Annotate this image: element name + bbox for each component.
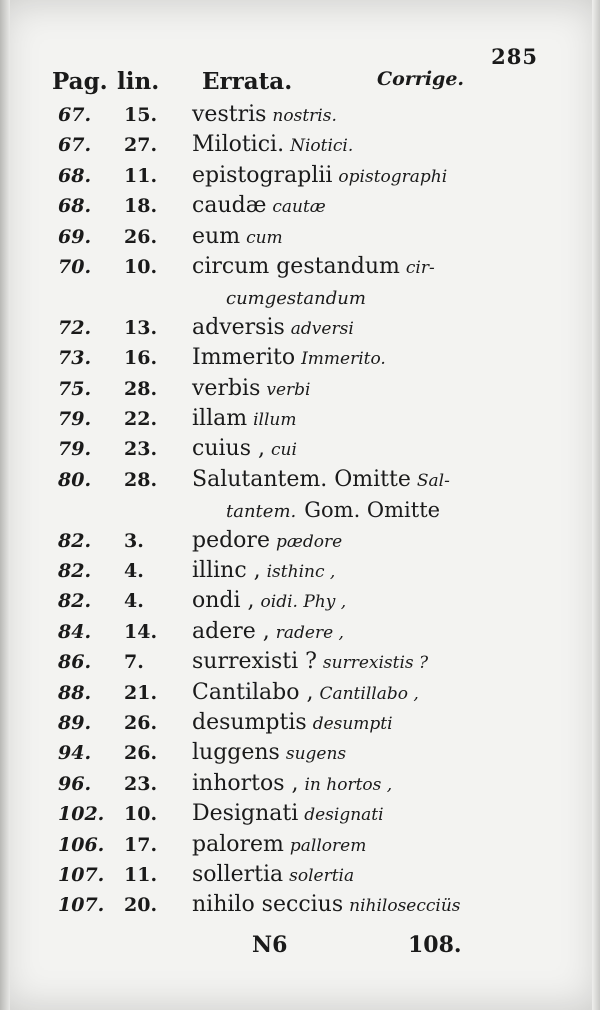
errata-text — [192, 100, 502, 131]
errata-text — [192, 860, 502, 891]
correction-text: solertia — [289, 866, 355, 886]
line-ref: 10. — [124, 803, 158, 826]
page-ref: 73. — [58, 347, 92, 370]
line-ref: 28. — [124, 468, 158, 491]
page-ref: 72. — [58, 316, 92, 339]
errata-row — [0, 647, 600, 677]
error-text: Cantilabo , — [192, 679, 314, 705]
page-ref: 107. — [58, 894, 105, 917]
error-text: Designati — [192, 801, 299, 827]
line-ref: 16. — [124, 347, 158, 370]
page-ref: 82. — [58, 590, 92, 613]
errata-text — [192, 556, 502, 587]
errata-row — [0, 586, 600, 616]
errata-row — [0, 252, 600, 282]
line-ref: 21. — [124, 681, 158, 704]
page-ref: 67. — [58, 104, 92, 126]
correction-text: cautæ — [272, 197, 326, 218]
error-text: inhortos , — [192, 770, 299, 796]
errata-text — [192, 222, 502, 253]
errata-row — [0, 830, 600, 860]
error-text: verbis — [192, 375, 261, 401]
error-text: adversis — [192, 314, 285, 340]
errata-row — [0, 130, 600, 160]
correction-text: illum — [253, 410, 297, 430]
page-ref: 79. — [58, 438, 92, 461]
page-number: 285 — [491, 44, 538, 69]
error-text: caudæ — [192, 193, 267, 219]
correction-text: surrexistis ? — [322, 653, 429, 674]
line-ref: 23. — [124, 438, 158, 461]
error-text: epistograplii — [192, 162, 333, 188]
errata-row — [0, 222, 600, 252]
continuation-error: Gom. Omitte — [304, 498, 441, 523]
line-ref: 28. — [124, 377, 158, 400]
errata-row — [0, 465, 600, 495]
errata-text — [192, 434, 502, 465]
line-ref: 26. — [124, 712, 158, 734]
error-text: eum — [192, 223, 241, 249]
errata-row — [0, 799, 600, 829]
errata-text — [192, 161, 502, 192]
correction-text: radere , — [275, 622, 344, 643]
page-ref: 68. — [58, 164, 92, 187]
correction-text: nihilosecciüs — [349, 896, 461, 917]
errata-header — [52, 68, 472, 98]
errata-text — [192, 191, 502, 222]
errata-text — [192, 617, 502, 648]
errata-text — [192, 647, 502, 678]
errata-row — [0, 617, 600, 647]
error-text: illinc , — [192, 558, 261, 583]
page-ref: 88. — [58, 681, 92, 704]
page-ref: 107. — [58, 864, 105, 886]
page-footer — [0, 932, 600, 966]
page-ref: 68. — [58, 195, 92, 218]
page-ref: 106. — [58, 833, 105, 856]
errata-row — [0, 343, 600, 373]
errata-row — [0, 434, 600, 464]
errata-text — [192, 465, 502, 496]
errata-row — [0, 191, 600, 221]
error-text: surrexisti ? — [192, 649, 317, 675]
error-text: circum gestandum — [192, 254, 400, 279]
errata-text — [192, 799, 502, 830]
line-ref: 10. — [124, 256, 158, 278]
error-text: Milotici. — [192, 132, 285, 158]
line-ref: 18. — [124, 195, 158, 218]
errata-row — [0, 161, 600, 191]
correction-text: Immerito. — [301, 349, 386, 370]
error-text: Salutantem. Omitte — [192, 466, 411, 492]
errata-text — [192, 678, 502, 709]
errata-row — [0, 860, 600, 890]
page-ref: 96. — [58, 772, 92, 795]
signature-mark: N6 — [252, 932, 288, 958]
page-ref: 84. — [58, 620, 92, 643]
line-ref: 3. — [124, 529, 144, 552]
error-text: luggens — [192, 740, 280, 766]
correction-text: in hortos , — [304, 774, 393, 795]
errata-text — [192, 526, 502, 557]
page-ref: 70. — [58, 256, 92, 278]
page-ref: 94. — [58, 742, 92, 765]
line-ref: 7. — [124, 651, 144, 674]
errata-text — [192, 343, 502, 374]
page-ref: 69. — [58, 225, 92, 248]
errata-text — [192, 830, 502, 861]
header-lin: lin. — [117, 68, 160, 95]
errata-text — [192, 738, 502, 769]
errata-row — [0, 374, 600, 404]
page-ref: 102. — [58, 803, 105, 826]
line-ref: 4. — [124, 560, 144, 582]
error-text: desumptis — [192, 710, 307, 735]
correction-text: cum — [246, 227, 283, 248]
correction-text: Cantillabo , — [319, 683, 419, 704]
header-pag: Pag. — [52, 68, 108, 95]
errata-row — [0, 890, 600, 920]
page-ref: 79. — [58, 408, 92, 430]
errata-row-continuation — [0, 495, 600, 525]
error-text: nihilo seccius — [192, 892, 344, 918]
error-text: ondi , — [192, 588, 255, 614]
errata-row — [0, 313, 600, 343]
errata-row — [0, 404, 600, 434]
errata-row-continuation — [0, 282, 600, 312]
correction-text: Niotici. — [290, 136, 354, 157]
line-ref: 27. — [124, 134, 158, 157]
correction-text: sugens — [285, 744, 347, 765]
page-ref: 82. — [58, 529, 92, 552]
correction-text: isthinc , — [266, 562, 336, 582]
error-text: sollertia — [192, 862, 284, 887]
correction-text: desumpti — [312, 714, 393, 734]
correction-text: pallorem — [289, 835, 367, 856]
errata-row — [0, 526, 600, 556]
errata-row — [0, 678, 600, 708]
errata-row — [0, 100, 600, 130]
page-ref: 75. — [58, 377, 92, 400]
error-text: pedore — [192, 527, 270, 553]
page-ref: 67. — [58, 134, 92, 157]
header-errata: Errata. — [202, 68, 293, 95]
catchword: 108. — [408, 932, 462, 958]
line-ref: 15. — [124, 104, 158, 126]
errata-text — [192, 708, 502, 739]
line-ref: 26. — [124, 225, 158, 248]
errata-text — [192, 374, 502, 405]
line-ref: 11. — [124, 864, 158, 886]
line-ref: 23. — [124, 772, 158, 795]
errata-text — [192, 313, 502, 344]
page-ref: 86. — [58, 651, 92, 674]
correction-text: opistographi — [338, 166, 448, 187]
errata-row — [0, 738, 600, 768]
page-ref: 89. — [58, 712, 92, 734]
line-ref: 13. — [124, 316, 158, 339]
error-text: adere , — [192, 618, 270, 644]
errata-text — [192, 130, 502, 161]
continuation-text — [226, 495, 506, 527]
error-text: Immerito — [192, 345, 296, 371]
errata-text — [192, 586, 502, 617]
correction-text: nostris. — [272, 106, 337, 126]
error-text: vestris — [192, 102, 267, 127]
correction-text: cir- — [405, 258, 435, 278]
correction-text: designati — [304, 805, 384, 826]
page-ref: 80. — [58, 468, 92, 491]
correction-text: cui — [270, 440, 297, 461]
correction-text: adversi — [290, 318, 354, 339]
errata-row — [0, 556, 600, 586]
errata-row — [0, 708, 600, 738]
errata-row — [0, 769, 600, 799]
line-ref: 11. — [124, 164, 158, 187]
line-ref: 26. — [124, 742, 158, 765]
line-ref: 22. — [124, 408, 158, 430]
error-text: illam — [192, 406, 248, 431]
errata-text — [192, 404, 502, 435]
continuation-text — [226, 282, 506, 314]
errata-text — [192, 890, 502, 921]
line-ref: 14. — [124, 620, 158, 643]
line-ref: 17. — [124, 833, 158, 856]
continuation-correction: tantem. — [226, 501, 297, 523]
errata-text — [192, 252, 502, 283]
line-ref: 20. — [124, 894, 158, 917]
errata-text — [192, 769, 502, 800]
line-ref: 4. — [124, 590, 144, 613]
continuation-correction: cumgestandum — [226, 288, 366, 310]
page-ref: 82. — [58, 560, 92, 582]
correction-text: pædore — [275, 531, 343, 552]
correction-text: verbi — [266, 379, 311, 400]
error-text: palorem — [192, 831, 284, 857]
correction-text: Sal- — [416, 470, 450, 491]
header-corrige: Corrige. — [377, 68, 465, 90]
correction-text: oidi. Phy , — [260, 592, 347, 613]
error-text: cuius , — [192, 436, 265, 462]
